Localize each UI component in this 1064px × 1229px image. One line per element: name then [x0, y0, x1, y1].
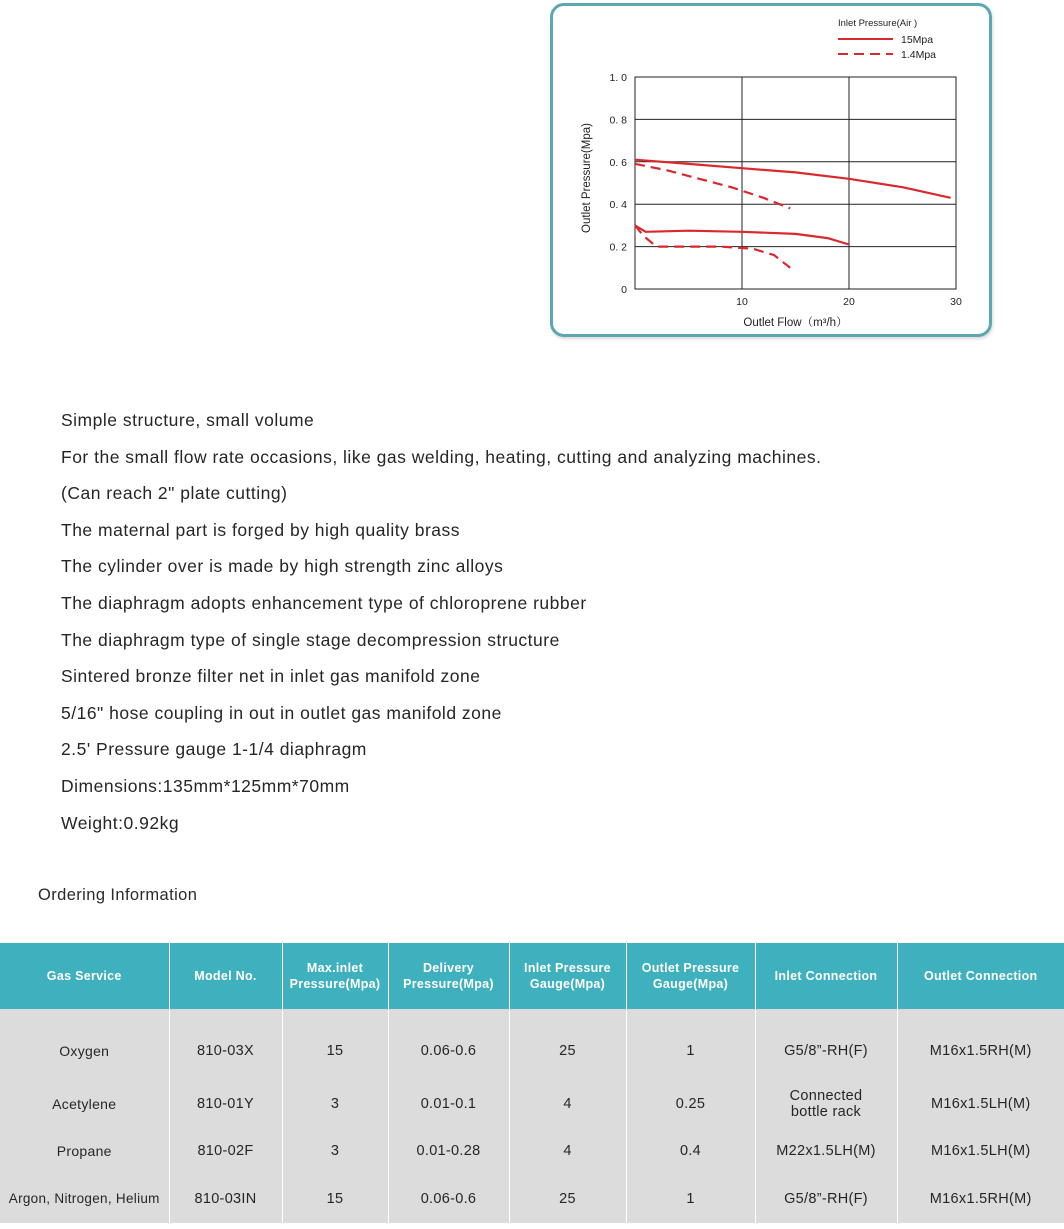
- x-tick-label: 20: [843, 296, 855, 308]
- feature-item: Simple structure, small volume: [61, 410, 315, 430]
- table-cell: 0.06-0.6: [388, 1175, 509, 1223]
- table-cell: Connected bottle rack: [755, 1080, 897, 1128]
- feature-item: The diaphragm adopts enhancement type of chloroprene rubber: [61, 592, 587, 613]
- x-axis-label: Outlet Flow（m³/h）: [743, 317, 848, 329]
- table-cell: Acetylene: [0, 1080, 169, 1128]
- table-header-row: [0, 943, 1064, 1009]
- column-header: Model No.: [169, 943, 282, 1009]
- flow-chart: [553, 6, 989, 334]
- ordering-table: [0, 943, 1064, 1223]
- feature-item: The maternal part is forged by high quality brass: [61, 519, 460, 540]
- y-axis-label: Outlet Pressure(Mpa): [581, 123, 593, 233]
- feature-item: For the small flow rate occasions, like gas welding, heating, cutting and analyzing machines.: [61, 446, 822, 467]
- table-cell: Propane: [0, 1128, 169, 1176]
- feature-item: 2.5' Pressure gauge 1-1/4 diaphragm: [61, 739, 367, 760]
- table-row: [0, 1128, 1064, 1176]
- feature-item: Dimensions:135mm*125mm*70mm: [61, 775, 350, 796]
- column-header: Gas Service: [0, 943, 169, 1009]
- table-cell: Oxygen: [0, 1009, 169, 1080]
- table-cell: 15: [282, 1175, 388, 1223]
- table-cell: 810-01Y: [169, 1080, 282, 1128]
- series-line-15mpa: [635, 160, 951, 198]
- table-cell: 0.06-0.6: [388, 1009, 509, 1080]
- flow-chart-panel: [550, 3, 992, 337]
- feature-item: (Can reach 2" plate cutting): [61, 483, 288, 504]
- table-cell: M16x1.5RH(M): [897, 1175, 1064, 1223]
- feature-item: The cylinder over is made by high strength zinc alloys: [61, 556, 504, 577]
- column-header: Inlet Connection: [755, 943, 897, 1009]
- y-tick-label: 0. 8: [609, 114, 627, 127]
- table-cell: G5/8”-RH(F): [755, 1009, 897, 1080]
- table-cell: 1: [626, 1175, 755, 1223]
- table-cell: 810-03IN: [169, 1175, 282, 1223]
- y-tick-label: 0: [621, 284, 627, 296]
- y-tick-label: 0. 4: [609, 199, 627, 212]
- column-header: Outlet Pressure Gauge(Mpa): [626, 943, 755, 1009]
- table-cell: 3: [282, 1128, 388, 1176]
- feature-item: 5/16" hose coupling in out in outlet gas manifold zone: [61, 702, 502, 723]
- table-cell: M16x1.5RH(M): [897, 1009, 1064, 1080]
- column-header: Inlet Pressure Gauge(Mpa): [509, 943, 626, 1009]
- table-cell: 4: [509, 1080, 626, 1128]
- table-row: [0, 1009, 1064, 1080]
- feature-list: [61, 402, 822, 841]
- legend-label: 15Mpa: [901, 34, 934, 46]
- table-cell: 810-02F: [169, 1128, 282, 1176]
- table-cell: 15: [282, 1009, 388, 1080]
- x-tick-label: 30: [950, 296, 962, 308]
- table-cell: 0.4: [626, 1128, 755, 1176]
- table-row: [0, 1175, 1064, 1223]
- table-cell: M16x1.5LH(M): [897, 1128, 1064, 1176]
- table-cell: 25: [509, 1175, 626, 1223]
- legend-title: Inlet Pressure(Air ): [838, 18, 918, 29]
- feature-item: Sintered bronze filter net in inlet gas manifold zone: [61, 666, 481, 687]
- table-cell: 0.01-0.28: [388, 1128, 509, 1176]
- table-cell: 0.25: [626, 1080, 755, 1128]
- table-cell: 810-03X: [169, 1009, 282, 1080]
- y-tick-label: 1. 0: [609, 72, 627, 84]
- column-header: Delivery Pressure(Mpa): [388, 943, 509, 1009]
- column-header: Max.inlet Pressure(Mpa): [282, 943, 388, 1009]
- table-cell: G5/8”-RH(F): [755, 1175, 897, 1223]
- column-header: Outlet Connection: [897, 943, 1064, 1009]
- table-cell: 1: [626, 1009, 755, 1080]
- table-cell: M16x1.5LH(M): [897, 1080, 1064, 1128]
- table-cell: 4: [509, 1128, 626, 1176]
- plot-frame: [635, 77, 956, 289]
- legend-label: 1.4Mpa: [901, 49, 937, 61]
- feature-item: The diaphragm type of single stage decompression structure: [61, 629, 560, 650]
- table-cell: 25: [509, 1009, 626, 1080]
- y-tick-label: 0. 2: [609, 241, 627, 254]
- x-tick-label: 10: [736, 296, 748, 308]
- table-cell: Argon, Nitrogen, Helium: [0, 1175, 169, 1223]
- y-tick-label: 0. 6: [609, 156, 627, 169]
- table-cell: M22x1.5LH(M): [755, 1128, 897, 1176]
- table-row: [0, 1080, 1064, 1128]
- table-cell: 0.01-0.1: [388, 1080, 509, 1128]
- ordering-title: Ordering Information: [38, 886, 198, 904]
- feature-item: Weight:0.92kg: [61, 812, 180, 833]
- table-cell: 3: [282, 1080, 388, 1128]
